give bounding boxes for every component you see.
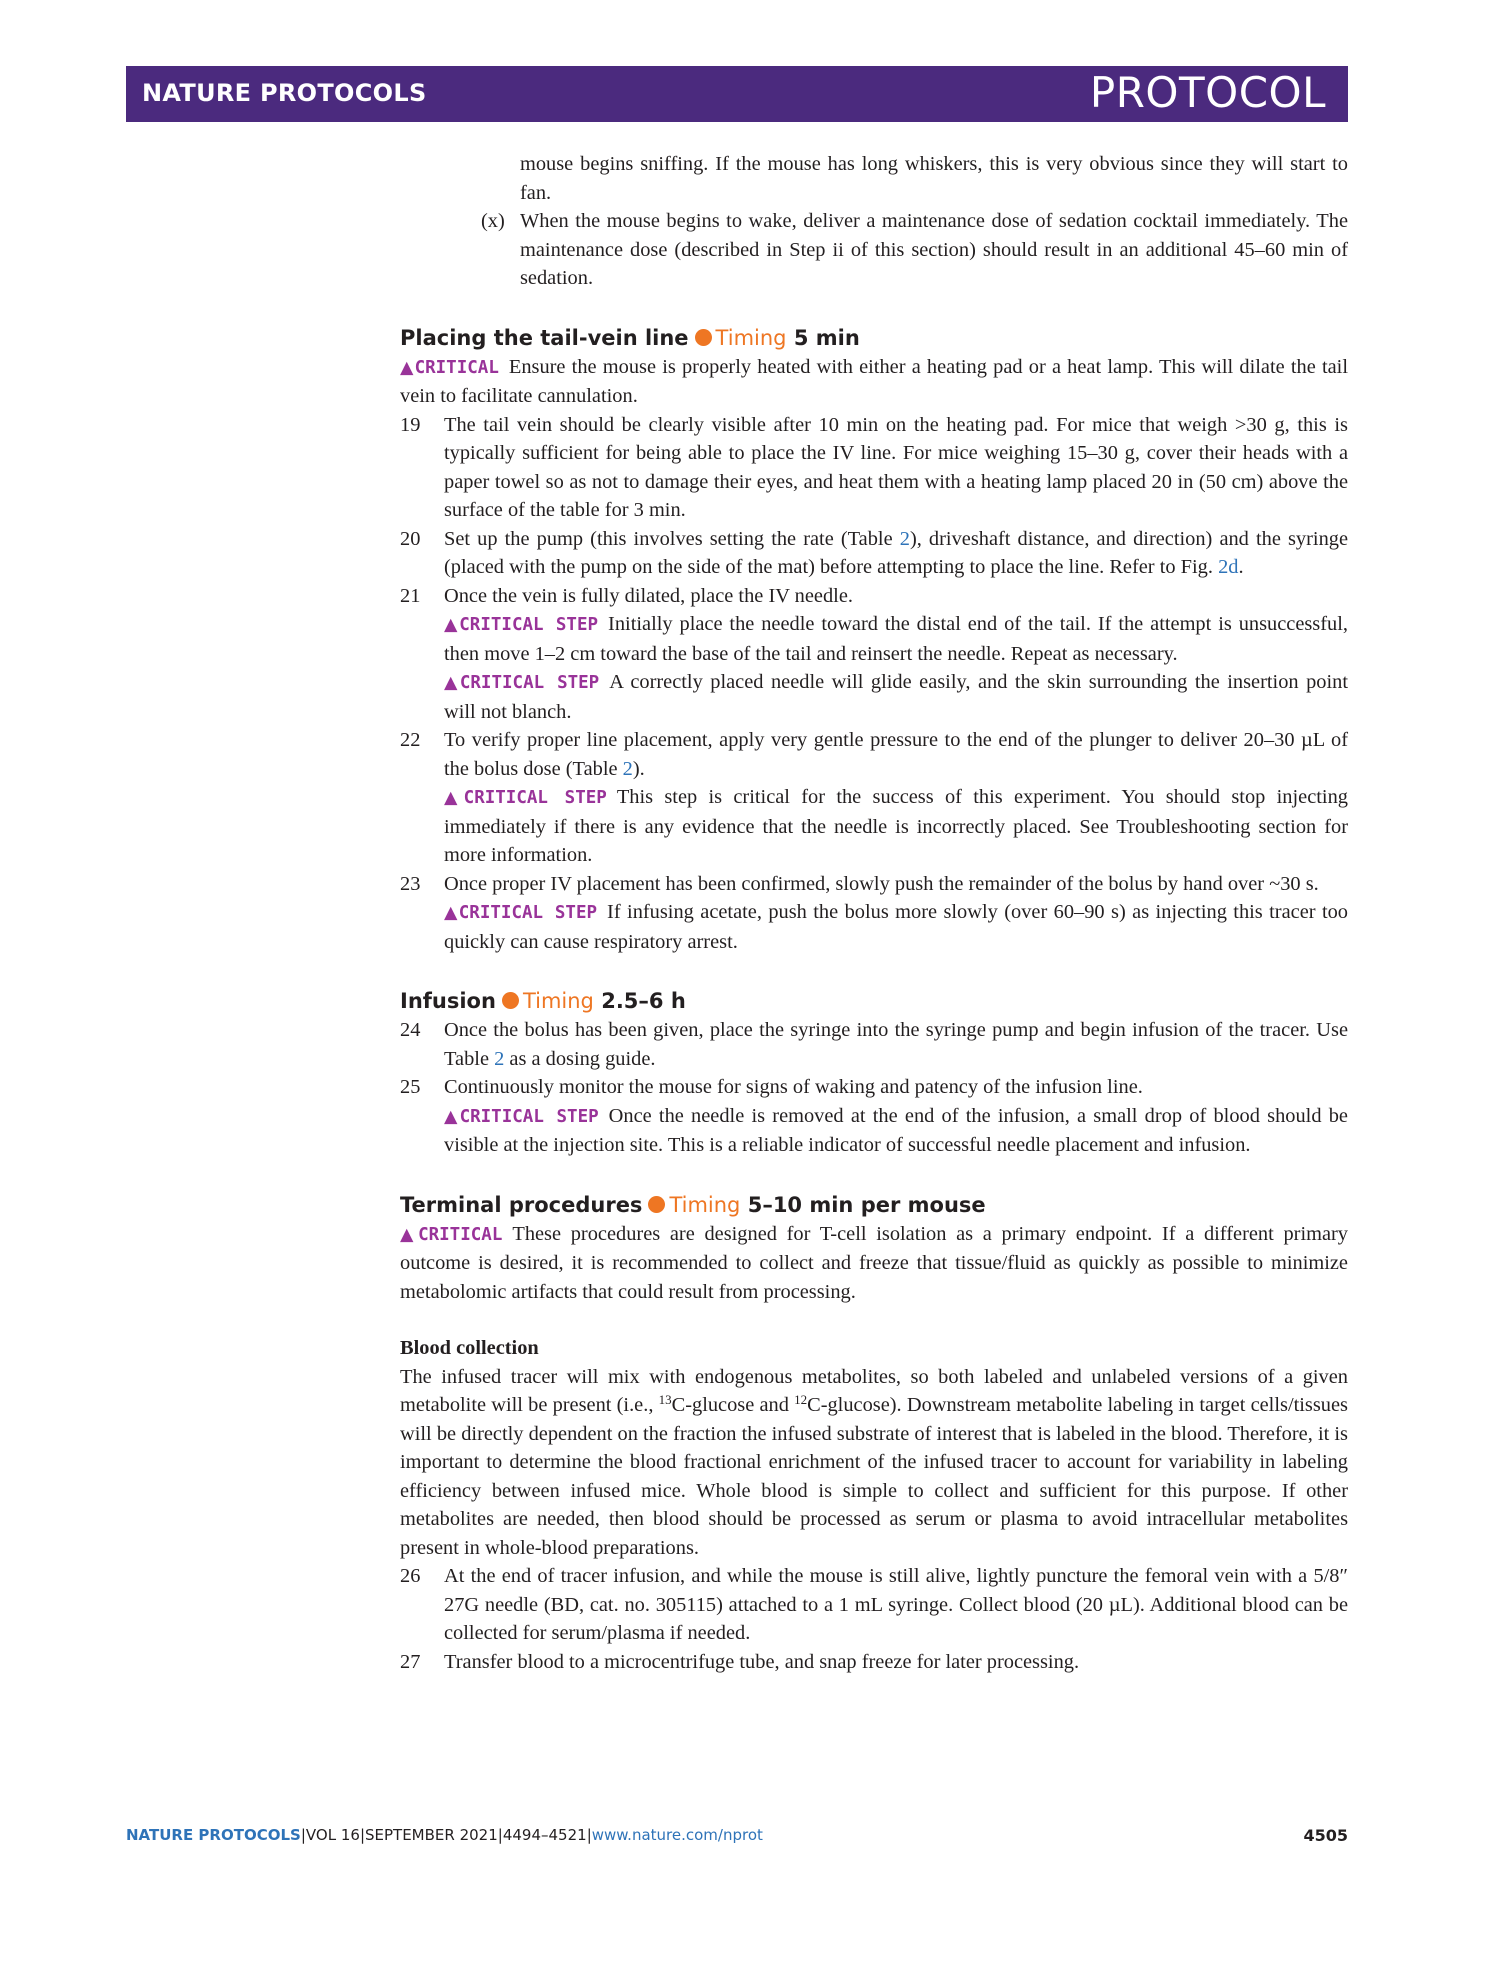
warning-triangle-icon: ▲ xyxy=(444,1106,460,1127)
timing-value: 5 min xyxy=(793,325,860,350)
figure-2d-link[interactable]: 2d xyxy=(1218,556,1239,578)
warning-triangle-icon: ▲ xyxy=(400,1224,419,1245)
footer-date: SEPTEMBER 2021 xyxy=(365,1826,498,1844)
warning-triangle-icon: ▲ xyxy=(444,673,460,693)
step-text: Set up the pump (this involves setting the rate (Table 2), driveshaft distance, and direction) and the syringe (placed with the pump on the side of the mat) before attempting to place the line. Refer to Fig. 2d. xyxy=(444,527,1349,578)
step-text: Continuously monitor the mouse for signs of waking and patency of the infusion line. xyxy=(444,1076,1143,1098)
section-heading-infusion: Infusion Timing 2.5–6 h xyxy=(400,989,686,1013)
subheading-blood-collection: Blood collection xyxy=(400,1337,539,1359)
step-text: The tail vein should be clearly visible after 10 min on the heating pad. For mice that weigh >30 g, this is typically sufficient for being able to place the IV line. For mice weighing 15–30 g, cover their heads with a paper towel so as not to damage their eyes, and heat them with a heating lamp placed 20 in (50 cm) above the surface of the table for 3 min. xyxy=(444,413,1348,521)
step-20 xyxy=(400,525,1348,582)
step-text: At the end of tracer infusion, and while the mouse is still alive, lightly puncture the femoral vein with a 5/8″ 27G needle (BD, cat. no. 305115) attached to a 1 mL syringe. Collect blood (20 µL). Additional blood can be collected for serum/plasma if needed. xyxy=(444,1565,1348,1644)
step-number: 21 xyxy=(400,584,421,607)
step-text: To verify proper line placement, apply very gentle pressure to the end of the plunger to deliver 20–30 µL of the bolus dose (Table 2). xyxy=(444,729,1348,780)
footer-journal: NATURE PROTOCOLS xyxy=(126,1826,301,1844)
critical-step-note: ▲CRITICAL STEP If infusing acetate, push the bolus more slowly (over 60–90 s) as injecting this tracer too quickly can cause respiratory arrest. xyxy=(444,901,1348,953)
step-text: Transfer blood to a microcentrifuge tube, and snap freeze for later processing. xyxy=(444,1650,1080,1673)
item-text: When the mouse begins to wake, deliver a maintenance dose of sedation cocktail immediately. The maintenance dose (described in Step ii of this section) should result in an additional 45–60 min of sedation. xyxy=(520,210,1348,289)
critical-step-note: ▲CRITICAL STEP This step is critical for the success of this experiment. You should stop injecting immediately if there is any evidence that the needle is incorrectly placed. See Troubleshooting section for more information. xyxy=(444,786,1348,866)
critical-step-note: ▲CRITICAL STEP Once the needle is removed at the end of the infusion, a small drop of blood should be visible at the injection site. This is a reliable indicator of successful needle placement and infusion. xyxy=(444,1104,1348,1156)
journal-name: NATURE PROTOCOLS xyxy=(142,79,427,107)
journal-banner xyxy=(126,66,1348,122)
table-2-link[interactable]: 2 xyxy=(494,1047,505,1070)
article-type: PROTOCOL xyxy=(1089,68,1326,117)
step-number: 25 xyxy=(400,1076,421,1098)
critical-badge: ▲CRITICAL xyxy=(400,357,499,378)
step-25 xyxy=(400,1073,1348,1160)
table-2-link[interactable]: 2 xyxy=(622,757,633,780)
footer-url-link[interactable]: www.nature.com/nprot xyxy=(591,1826,763,1844)
step-21 xyxy=(400,582,1348,727)
intro-item-x xyxy=(400,207,1348,293)
step-number: 26 xyxy=(400,1565,421,1587)
step-number: 24 xyxy=(400,1019,421,1041)
item-label: (x) xyxy=(481,210,505,232)
warning-triangle-icon: ▲ xyxy=(444,788,464,808)
step-number: 19 xyxy=(400,413,421,436)
warning-triangle-icon: ▲ xyxy=(444,615,460,635)
timing-label: Timing xyxy=(669,1192,741,1217)
intro-continuation: mouse begins sniffing. If the mouse has long whiskers, this is very obvious since they will start to fan. xyxy=(520,153,1348,204)
section-heading-tailvein: Placing the tail-vein line Timing 5 min xyxy=(400,325,860,350)
section-heading-terminal: Terminal procedures Timing 5–10 min per mouse xyxy=(400,1192,986,1217)
critical-step-badge: ▲CRITICAL STEP xyxy=(444,788,607,808)
warning-triangle-icon: ▲ xyxy=(444,903,459,923)
step-23 xyxy=(400,870,1348,957)
critical-step-badge: ▲CRITICAL STEP xyxy=(444,1106,599,1127)
critical-note: ▲CRITICAL Ensure the mouse is properly heated with either a heating pad or a heat lamp. This will dilate the tail vein to facilitate cannulation. xyxy=(400,355,1348,407)
step-24 xyxy=(400,1016,1348,1073)
critical-step-note: ▲CRITICAL STEP Initially place the needle toward the distal end of the tail. If the attempt is unsuccessful, then move 1–2 cm toward the base of the tail and reinsert the needle. Repeat as necessary. xyxy=(444,613,1348,665)
warning-triangle-icon: ▲ xyxy=(400,357,415,378)
step-text: Once proper IV placement has been confirmed, slowly push the remainder of the bolus by hand over ~30 s. xyxy=(444,872,1319,895)
timing-dot-icon xyxy=(502,992,519,1009)
footer-volume: VOL 16 xyxy=(305,1826,360,1844)
critical-badge: ▲CRITICAL xyxy=(400,1224,503,1245)
blood-collection-paragraph: The infused tracer will mix with endogenous metabolites, so both labeled and unlabeled versions of a given metabolite will be present (i.e., $^{13}$C-glucose and $^{12}$C-glucose). Downstream metabolite labeling in target cells/tissues will be directly dependent on the fraction the infused substrate of interest that is labeled in the blood. Therefore, it is important to determine the blood fractional enrichment of the infused tracer to account for variability in labeling efficiency between infused mice. Whole blood is simple to collect and sufficient for this purpose. If other metabolites are needed, then blood should be processed as serum or plasma to avoid intracellular metabolites present in whole-blood preparations. xyxy=(400,1365,1348,1559)
step-27 xyxy=(400,1648,1348,1677)
critical-step-note: ▲CRITICAL STEP A correctly placed needle will glide easily, and the skin surrounding the insertion point will not blanch. xyxy=(444,671,1349,723)
critical-step-badge: ▲CRITICAL STEP xyxy=(444,673,600,693)
step-26 xyxy=(400,1562,1348,1648)
page-number: 4505 xyxy=(1303,1826,1348,1845)
timing-label: Timing xyxy=(715,325,787,350)
step-number: 23 xyxy=(400,872,421,895)
step-number: 22 xyxy=(400,729,421,751)
table-2-link[interactable]: 2 xyxy=(899,527,910,550)
critical-step-badge: ▲CRITICAL STEP xyxy=(444,615,599,635)
timing-dot-icon xyxy=(695,329,712,346)
step-text: Once the bolus has been given, place the syringe into the syringe pump and begin infusion of the tracer. Use Table 2 as a dosing guide. xyxy=(444,1019,1348,1070)
footer-citation: NATURE PROTOCOLS|VOL 16|SEPTEMBER 2021|4494–4521|www.nature.com/nprot xyxy=(126,1826,763,1844)
timing-value: 5–10 min per mouse xyxy=(747,1192,986,1217)
footer-pages: 4494–4521 xyxy=(502,1826,587,1844)
critical-note: ▲CRITICAL These procedures are designed for T-cell isolation as a primary endpoint. If a different primary outcome is desired, it is recommended to collect and freeze that tissue/fluid as quickly as possible to minimize metabolomic artifacts that could result from processing. xyxy=(400,1222,1349,1303)
page-content xyxy=(400,150,1348,1676)
step-19 xyxy=(400,411,1348,525)
critical-step-badge: ▲CRITICAL STEP xyxy=(444,903,598,923)
timing-value: 2.5–6 h xyxy=(601,989,686,1013)
timing-dot-icon xyxy=(648,1196,665,1213)
step-number: 27 xyxy=(400,1650,421,1673)
step-number: 20 xyxy=(400,527,421,550)
step-text: Once the vein is fully dilated, place the IV needle. xyxy=(444,584,853,607)
timing-label: Timing xyxy=(522,989,594,1013)
step-22 xyxy=(400,726,1348,870)
